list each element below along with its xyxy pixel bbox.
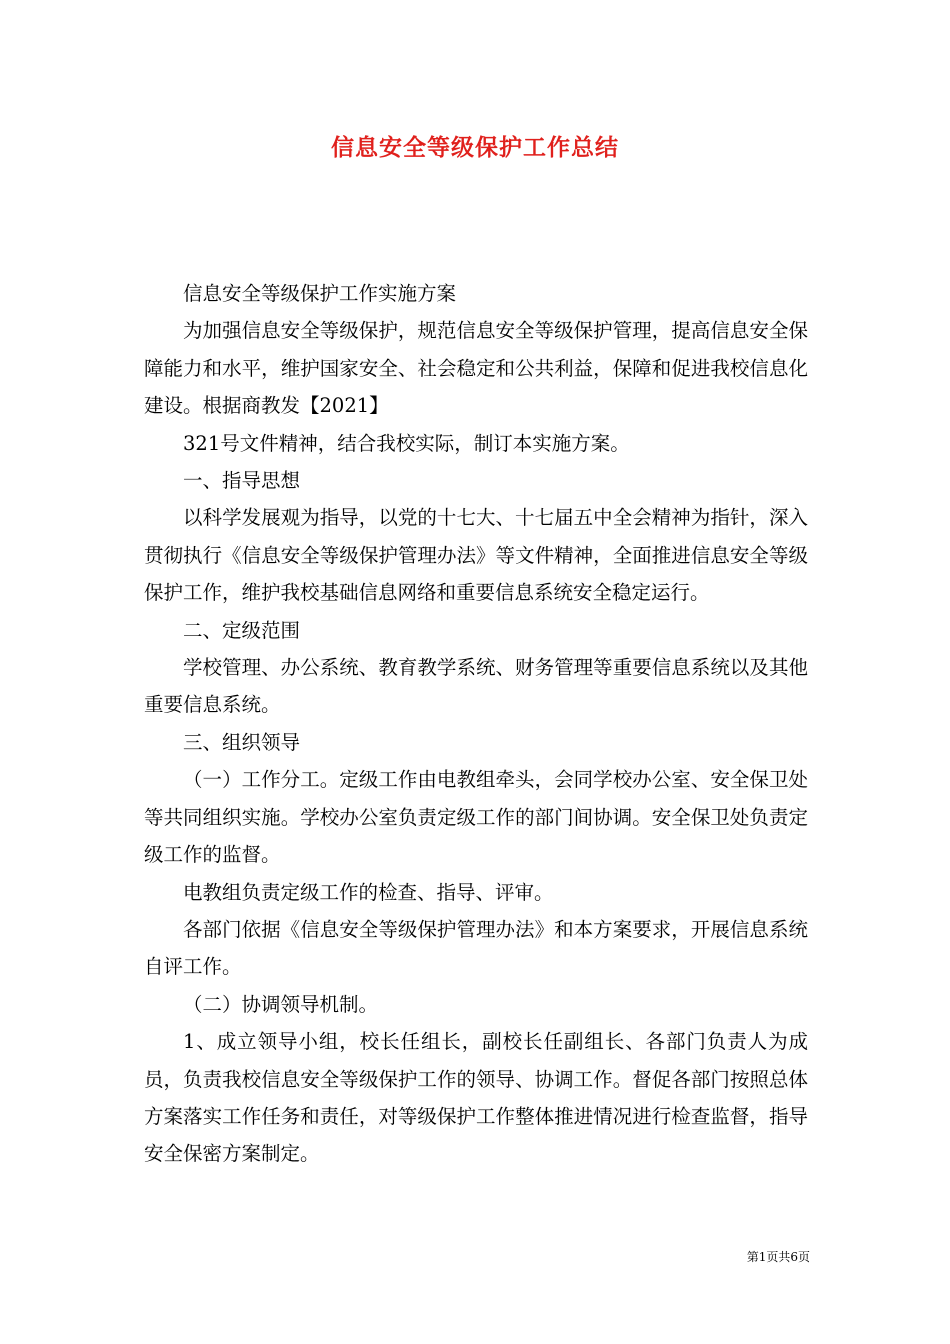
- section-heading-grading-scope: 二、定级范围: [183, 618, 301, 642]
- paragraph-departments: 各部门依据《信息安全等级保护管理办法》和本方案要求，开展信息系统自评工作。: [144, 917, 808, 979]
- paragraph-plan-heading: 信息安全等级保护工作实施方案: [183, 282, 457, 305]
- paragraph-grading-scope: 学校管理、办公系统、教育教学系统、财务管理等重要信息系统以及其他重要信息系统。: [144, 656, 808, 717]
- document-title: 信息安全等级保护工作总结: [331, 134, 619, 161]
- section-heading-guiding-ideology: 一、指导思想: [183, 469, 301, 493]
- paragraph-leading-group: 1、成立领导小组，校长任组长，副校长任副组长、各部门负责人为成员，负责我校信息安全等级保护工作的领导、协调工作。督促各部门按照总体方案落实工作任务和责任，对等级保护工作整体推进情况进行检查监督，指导安全保密方案制定。: [144, 1030, 808, 1166]
- section-heading-organization: 三、组织领导: [183, 730, 301, 754]
- paragraph-audio-visual-group: 电教组负责定级工作的检查、指导、评审。: [183, 880, 554, 904]
- paragraph-division-of-work: （一）工作分工。定级工作由电教组牵头，会同学校办公室、安全保卫处等共同组织实施。学校办公室负责定级工作的部门间协调。安全保卫处负责定级工作的监督。: [144, 768, 808, 867]
- document-body: [144, 275, 808, 1173]
- page-footer: 第1页共6页: [746, 1250, 810, 1264]
- paragraph-basis: 321号文件精神，结合我校实际，制订本实施方案。: [183, 431, 630, 455]
- paragraph-purpose: 为加强信息安全等级保护，规范信息安全等级保护管理，提高信息安全保障能力和水平，维护国家安全、社会稳定和公共利益，保障和促进我校信息化建设。根据商教发【2021】: [144, 319, 808, 418]
- paragraph-guiding-ideology: 以科学发展观为指导，以党的十七大、十七届五中全会精神为指针，深入贯彻执行《信息安全等级保护管理办法》等文件精神，全面推进信息安全等级保护工作，维护我校基础信息网络和重要信息系统安全稳定运行。: [144, 506, 808, 605]
- subsection-heading-coordination: （二）协调领导机制。: [183, 992, 379, 1016]
